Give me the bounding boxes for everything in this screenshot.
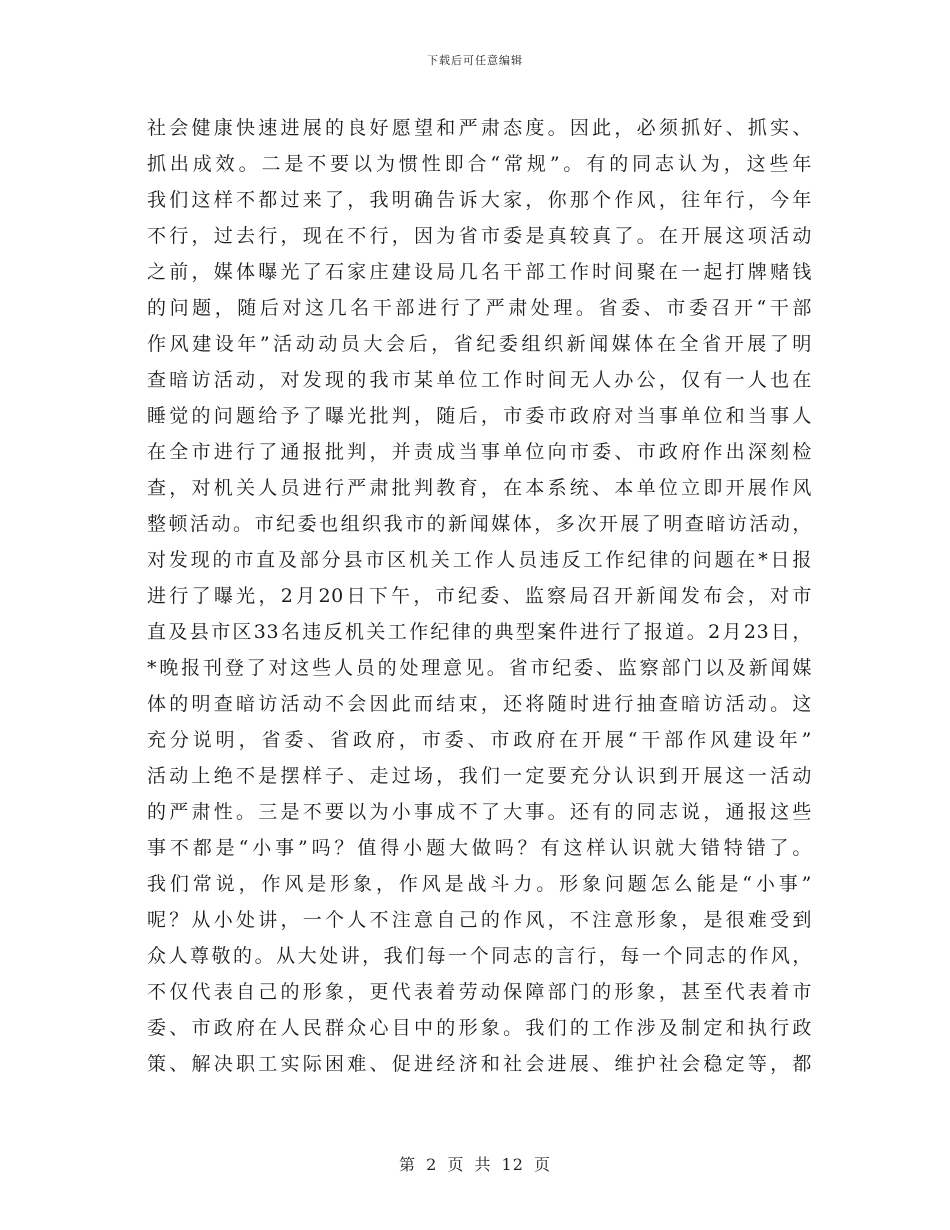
page-number-footer: 第 2 页 共 12 页 (399, 1155, 551, 1174)
body-line: 直及县市区33名违反机关工作纪律的典型案件进行了报道。2月23日， (147, 621, 812, 643)
body-line: 我们常说，作风是形象，作风是战斗力。形象问题怎么能是“小事” (147, 873, 812, 895)
body-line: 活动上绝不是摆样子、走过场，我们一定要充分认识到开展这一活动 (147, 765, 812, 787)
body-line: 进行了曝光，2月20日下午，市纪委、监察局召开新闻发布会，对市 (147, 585, 812, 607)
body-line: 的问题，随后对这几名干部进行了严肃处理。省委、市委召开“干部 (147, 297, 812, 319)
body-line: 的严肃性。三是不要以为小事成不了大事。还有的同志说，通报这些 (147, 801, 812, 823)
body-line: 策、解决职工实际困难、促进经济和社会进展、维护社会稳定等，都 (147, 1053, 812, 1075)
page-header: 下载后可任意编辑 (427, 54, 523, 67)
body-line: 作风建设年”活动动员大会后，省纪委组织新闻媒体在全省开展了明 (147, 333, 812, 355)
body-line: 众人尊敬的。从大处讲，我们每一个同志的言行，每一个同志的作风， (147, 945, 812, 967)
body-line: 事不都是“小事”吗？值得小题大做吗？有这样认识就大错特错了。 (147, 837, 812, 859)
body-line: 充分说明，省委、省政府，市委、市政府在开展“干部作风建设年” (147, 729, 812, 751)
body-line: 体的明查暗访活动不会因此而结束，还将随时进行抽查暗访活动。这 (147, 693, 812, 715)
body-line: 睡觉的问题给予了曝光批判，随后，市委市政府对当事单位和当事人 (147, 405, 812, 427)
body-line: 呢？从小处讲，一个人不注意自己的作风，不注意形象，是很难受到 (147, 909, 812, 931)
body-line: 查，对机关人员进行严肃批判教育，在本系统、本单位立即开展作风 (147, 477, 812, 499)
body-line: 抓出成效。二是不要以为惯性即合“常规”。有的同志认为，这些年 (147, 153, 812, 175)
body-line: 委、市政府在人民群众心目中的形象。我们的工作涉及制定和执行政 (147, 1017, 812, 1039)
body-line: *晚报刊登了对这些人员的处理意见。省市纪委、监察部门以及新闻媒 (147, 657, 812, 679)
body-line: 不仅代表自己的形象，更代表着劳动保障部门的形象，甚至代表着市 (147, 981, 812, 1003)
body-line: 在全市进行了通报批判，并责成当事单位向市委、市政府作出深刻检 (147, 441, 812, 463)
body-line: 查暗访活动，对发现的我市某单位工作时间无人办公，仅有一人也在 (147, 369, 812, 391)
body-line: 社会健康快速进展的良好愿望和严肃态度。因此，必须抓好、抓实、 (147, 117, 812, 139)
body-line: 整顿活动。市纪委也组织我市的新闻媒体，多次开展了明查暗访活动， (147, 513, 812, 535)
body-line: 之前，媒体曝光了石家庄建设局几名干部工作时间聚在一起打牌赌钱 (147, 261, 812, 283)
body-line: 不行，过去行，现在不行，因为省市委是真较真了。在开展这项活动 (147, 225, 812, 247)
body-line: 对发现的市直及部分县市区机关工作人员违反工作纪律的问题在*日报 (147, 549, 812, 571)
body-line: 我们这样不都过来了，我明确告诉大家，你那个作风，往年行，今年 (147, 189, 812, 211)
document-body (147, 110, 812, 1082)
